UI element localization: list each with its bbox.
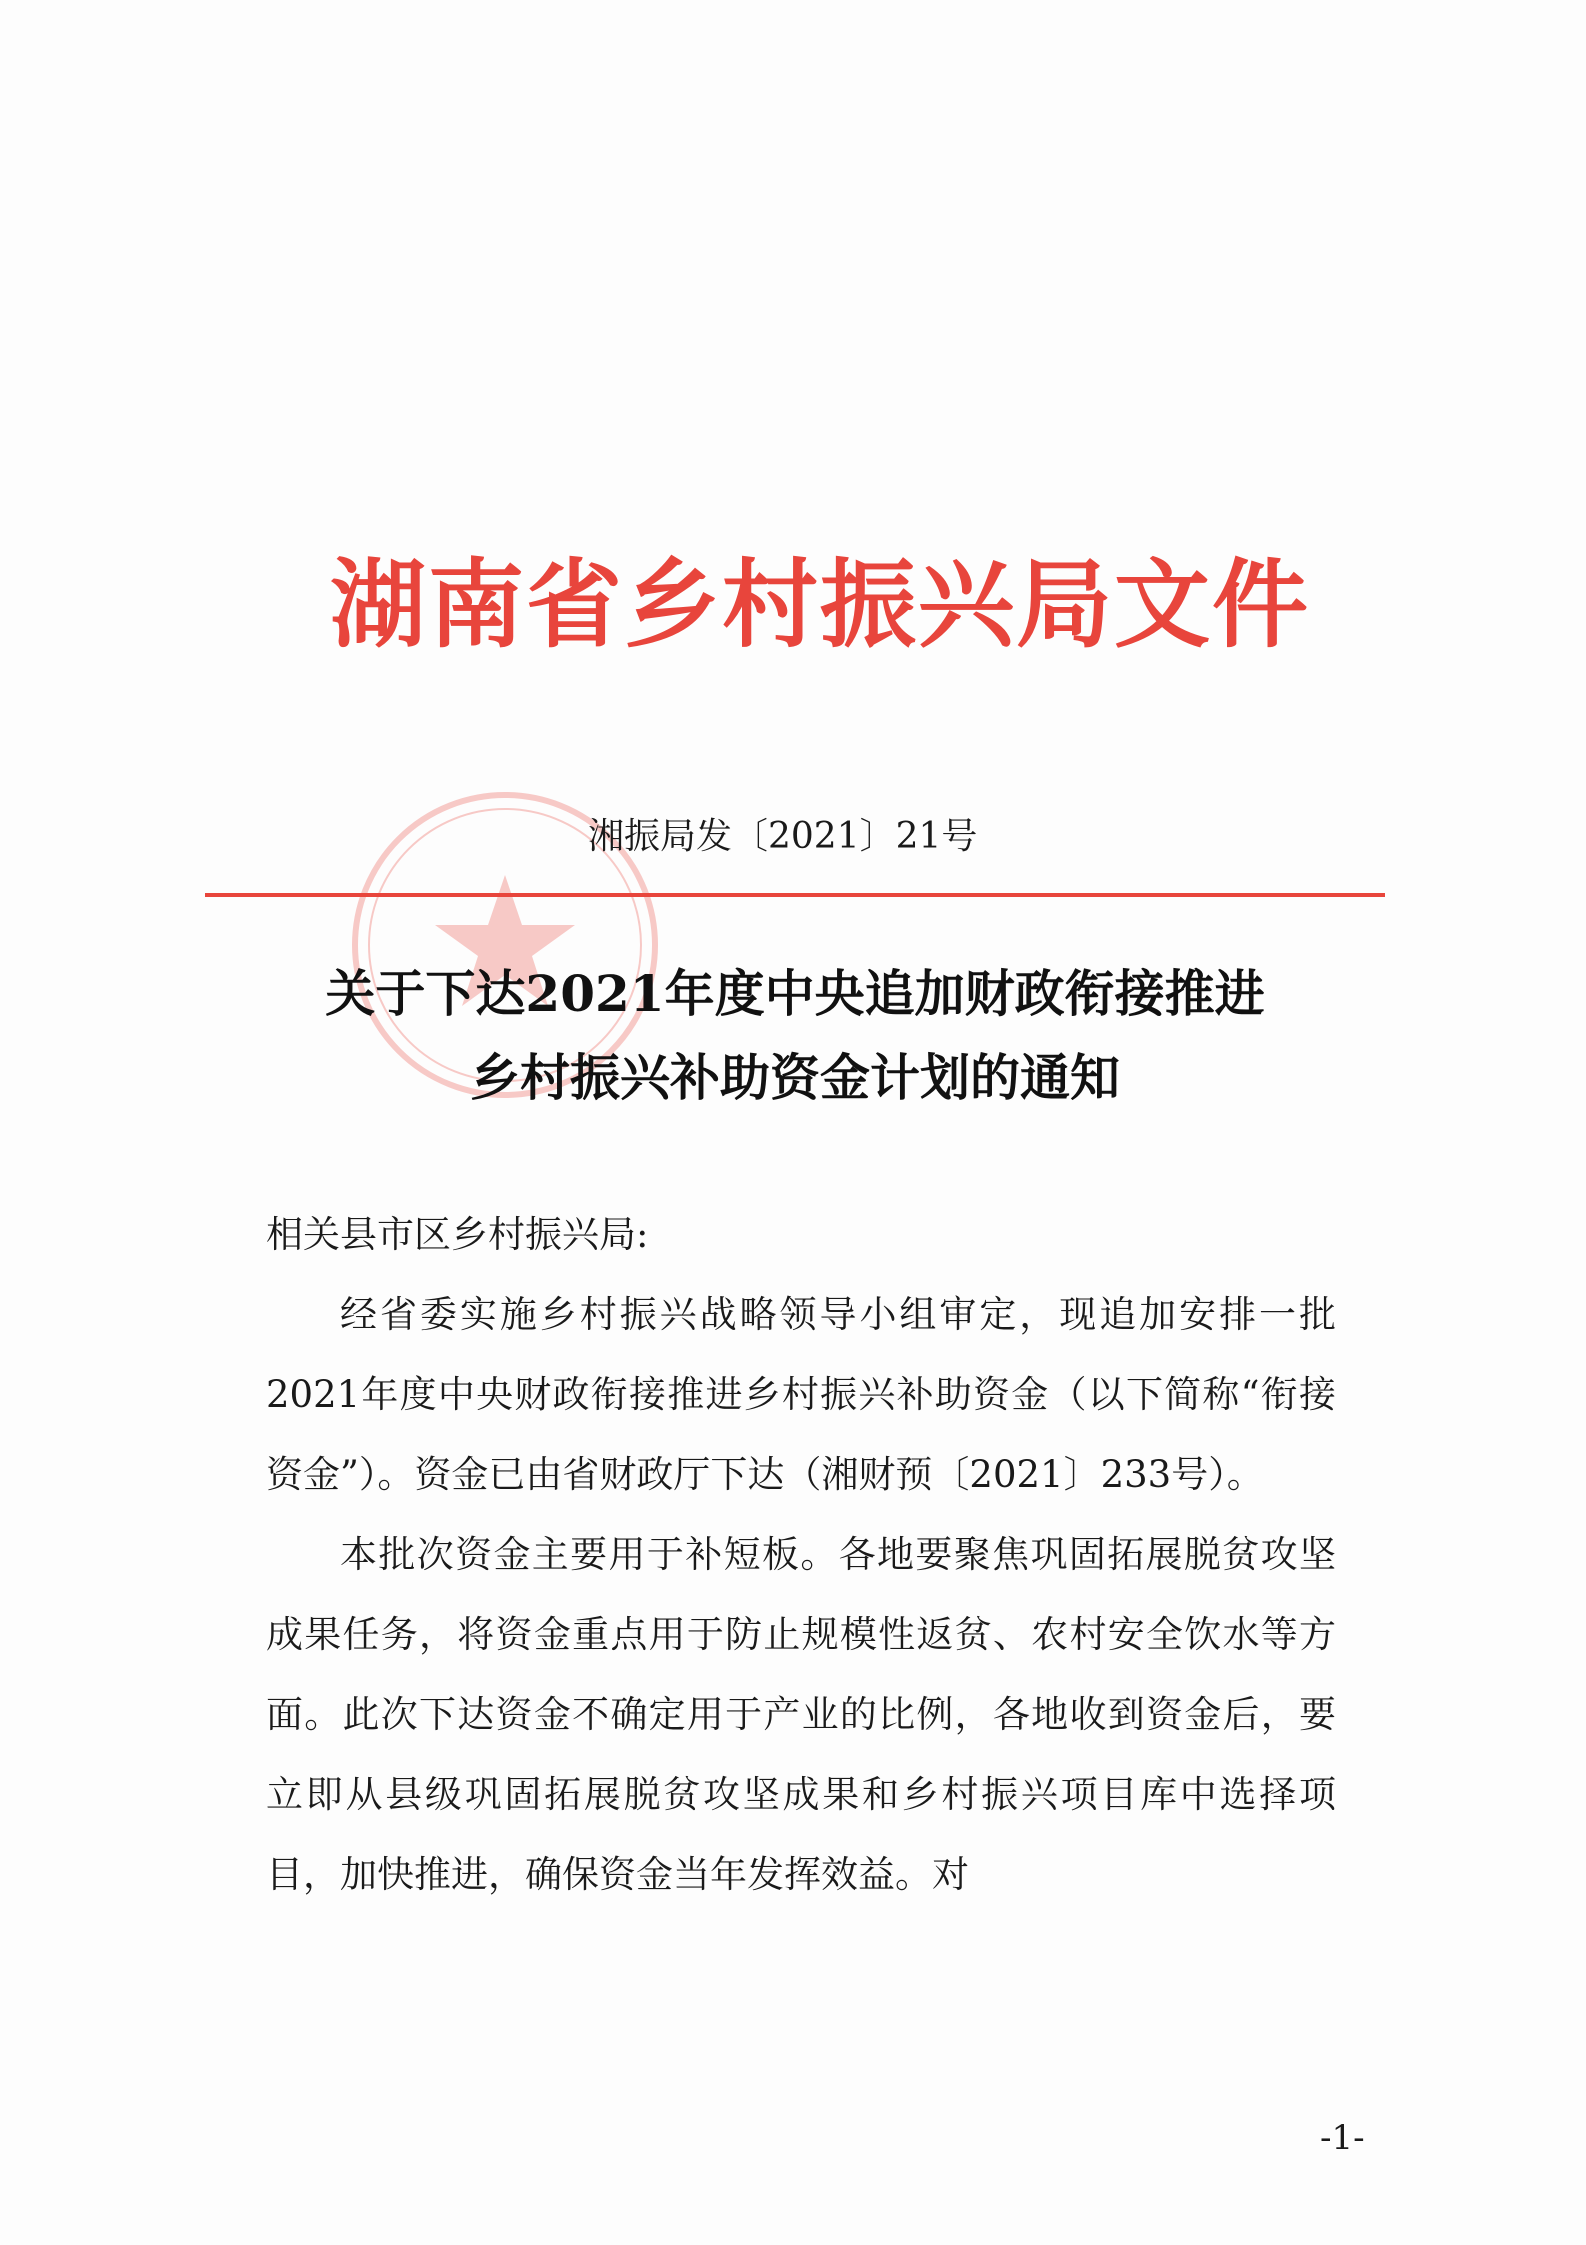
salutation: 相关县市区乡村振兴局: — [266, 1213, 649, 1256]
paragraph-2: 本批次资金主要用于补短板。各地要聚焦巩固拓展脱贫攻坚成果任务，将资金重点用于防止规模性返贫、农村安全饮水等方面。此次下达资金不确定用于产业的比例，各地收到资金后，要立即从县级巩固拓展脱贫攻坚成果和乡村振兴项目库中选择项目，加快推进，确保资金当年发挥效益。对 — [266, 1533, 1336, 1896]
paragraph-1: 经省委实施乡村振兴战略领导小组审定，现追加安排一批2021年度中央财政衔接推进乡村振兴补助资金（以下简称“衔接资金”）。资金已由省财政厅下达（湘财预〔2021〕233号）。 — [266, 1293, 1336, 1496]
document-header-title: 湖南省乡村振兴局文件 — [330, 549, 1310, 661]
document-body — [266, 1195, 1336, 1915]
page-number: -1- — [1320, 2118, 1365, 2158]
notice-title — [205, 952, 1385, 1120]
notice-title-line-2: 乡村振兴补助资金计划的通知 — [470, 1048, 1120, 1107]
document-number: 湘振局发〔2021〕21号 — [588, 816, 978, 857]
notice-title-line-1: 关于下达2021年度中央追加财政衔接推进 — [325, 964, 1265, 1023]
red-divider-line — [205, 893, 1385, 897]
